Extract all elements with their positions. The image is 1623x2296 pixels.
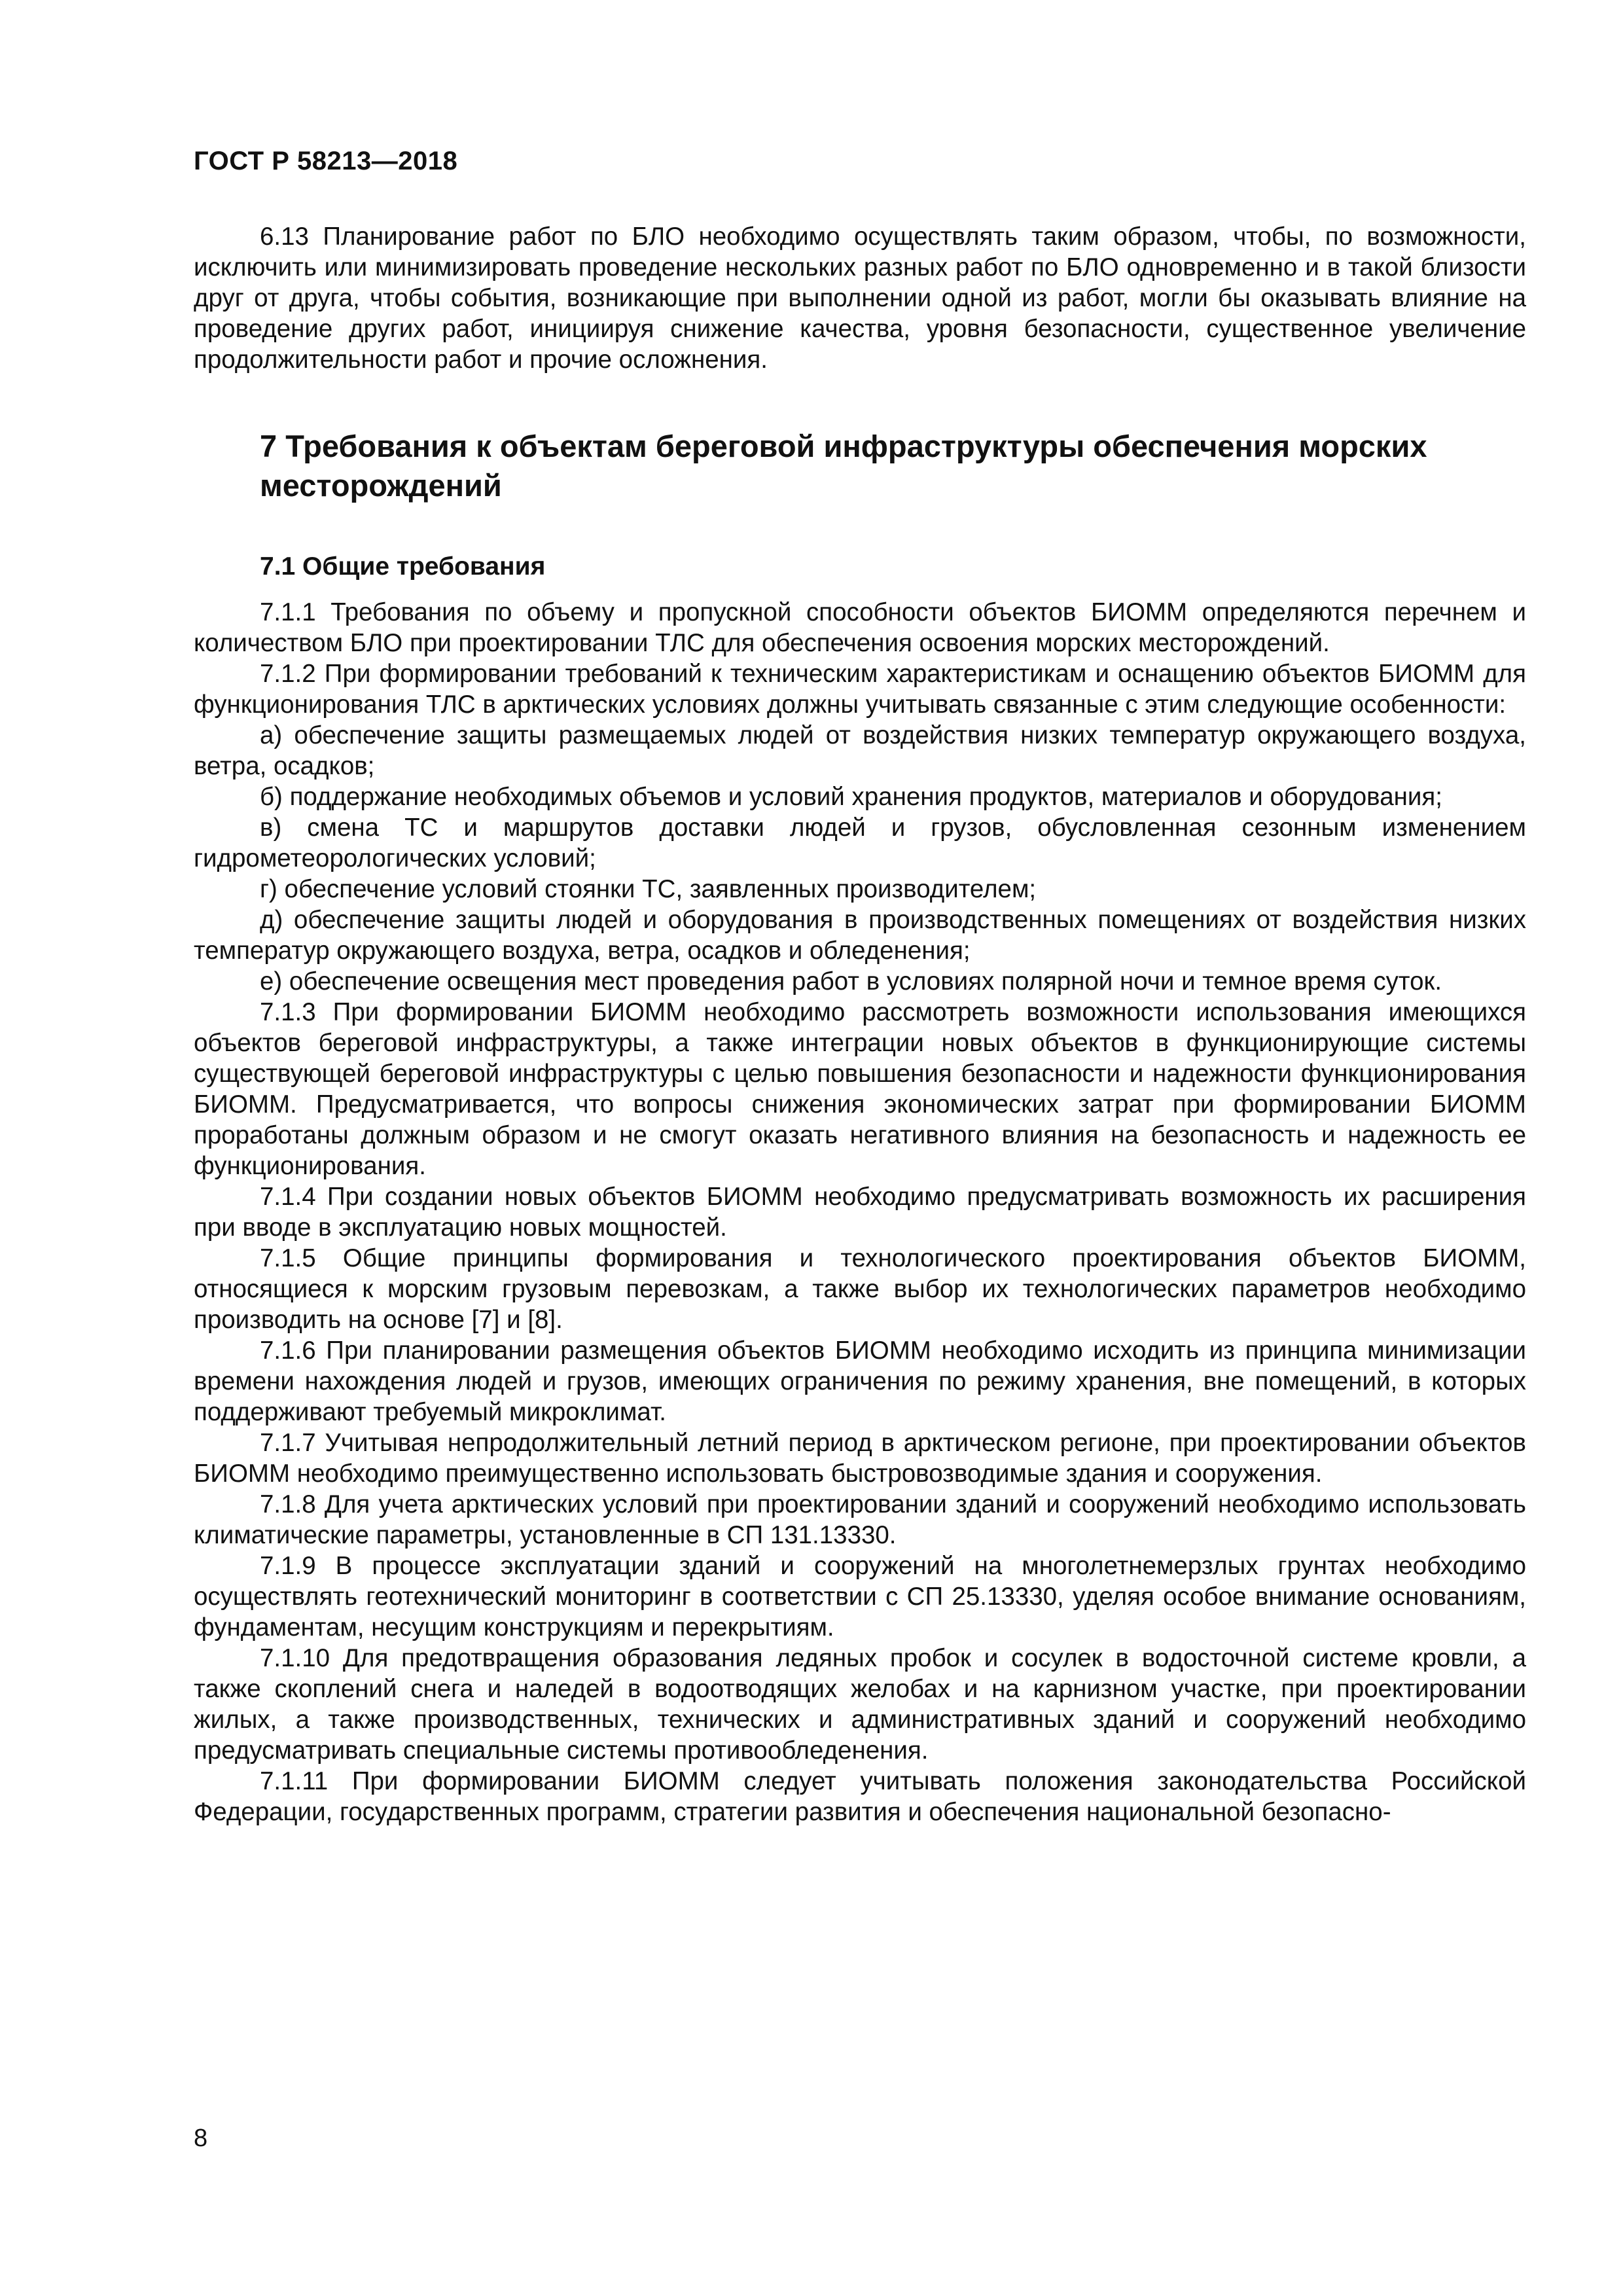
section-heading: 7 Требования к объектам береговой инфраструктуры обеспечения морских месторождений [260, 429, 1427, 503]
list-item-e: е) обеспечение освещения мест проведения работ в условиях полярной ночи и темное время суток. [260, 967, 1442, 996]
paragraph-6-13: 6.13 Планирование работ по БЛО необходимо осуществлять таким образом, чтобы, по возможности, исключить или минимизировать проведение нескольких разных работ по БЛО одновременно и в такой близости друг от друга, чтобы события, возникающие при выполнении одной из работ, могли бы оказывать влияние на проведение других работ, инициируя снижение качества, уровня безопасности, существенное увеличение продолжительности работ и прочие осложнения. [194, 223, 1526, 374]
paragraph-7-1-3: 7.1.3 При формировании БИОММ необходимо рассмотреть возможности использования имеющихся объектов береговой инфраструктуры, а также интеграции новых объектов в функционирующие системы существующей береговой инфраструктуры с целью повышения безопасности и надежности функционирования БИОММ. Предусматривается, что вопросы снижения экономических затрат при формировании БИОММ проработаны должным образом и не смогут оказать негативного влияния на безопасность и надежность ее функционирования. [194, 998, 1526, 1180]
paragraph-7-1-10: 7.1.10 Для предотвращения образования ледяных пробок и сосулек в водосточной системе кровли, а также скоплений снега и наледей в водоотводящих желобах и на карнизном участке, при проектировании жилых, а также производственных, технических и административных зданий и сооружений необходимо предусматривать специальные системы противообледенения. [194, 1644, 1526, 1765]
intro-block [194, 221, 1526, 375]
paragraph-7-1-6: 7.1.6 При планировании размещения объектов БИОММ необходимо исходить из принципа минимизации времени нахождения людей и грузов, имеющих ограничения по режиму хранения, вне помещений, в которых поддерживают требуемый микроклимат. [194, 1336, 1526, 1426]
main-text-block [194, 597, 1526, 1827]
paragraph-7-1-4: 7.1.4 При создании новых объектов БИОММ необходимо предусматривать возможность их расширения при вводе в эксплуатацию новых мощностей. [194, 1183, 1526, 1242]
list-item-a: а) обеспечение защиты размещаемых людей от воздействия низких температур окружающего воздуха, ветра, осадков; [194, 721, 1526, 780]
paragraph-7-1-5: 7.1.5 Общие принципы формирования и технологического проектирования объектов БИОММ, относящиеся к морским грузовым перевозкам, а также выбор их технологических параметров необходимо производить на основе [7] и [8]. [194, 1244, 1526, 1334]
list-item-v: в) смена ТС и маршрутов доставки людей и грузов, обусловленная сезонным изменением гидрометеорологических условий; [194, 814, 1526, 872]
document-header: ГОСТ Р 58213—2018 [194, 147, 458, 175]
list-item-d: д) обеспечение защиты людей и оборудования в производственных помещениях от воздействия низких температур окружающего воздуха, ветра, осадков и обледенения; [194, 906, 1526, 965]
paragraph-7-1-1: 7.1.1 Требования по объему и пропускной способности объектов БИОММ определяются перечнем и количеством БЛО при проектировании ТЛС для обеспечения освоения морских месторождений. [194, 598, 1526, 657]
paragraph-7-1-8: 7.1.8 Для учета арктических условий при проектировании зданий и сооружений необходимо использовать климатические параметры, установленные в СП 131.13330. [194, 1490, 1526, 1549]
paragraph-7-1-11: 7.1.11 При формировании БИОММ следует учитывать положения законодательства Российской Федерации, государственных программ, стратегии развития и обеспечения национальной безопасно- [194, 1767, 1526, 1826]
paragraph-7-1-2: 7.1.2 При формировании требований к техническим характеристикам и оснащению объектов БИОММ для функционирования ТЛС в арктических условиях должны учитывать связанные с этим следующие особенности: [194, 660, 1526, 719]
paragraph-7-1-9: 7.1.9 В процессе эксплуатации зданий и сооружений на многолетнемерзлых грунтах необходимо осуществлять геотехнический мониторинг в соответствии с СП 25.13330, уделяя особое внимание основаниям, фундаментам, несущим конструкциям и перекрытиям. [194, 1552, 1526, 1641]
list-item-b: б) поддержание необходимых объемов и условий хранения продуктов, материалов и оборудования; [260, 783, 1442, 811]
paragraph-7-1-7: 7.1.7 Учитывая непродолжительный летний период в арктическом регионе, при проектировании объектов БИОММ необходимо преимущественно использовать быстровозводимые здания и сооружения. [194, 1429, 1526, 1488]
subsection-heading: 7.1 Общие требования [260, 552, 546, 581]
page-number: 8 [194, 2125, 208, 2152]
list-item-g: г) обеспечение условий стоянки ТС, заявленных производителем; [260, 875, 1037, 903]
